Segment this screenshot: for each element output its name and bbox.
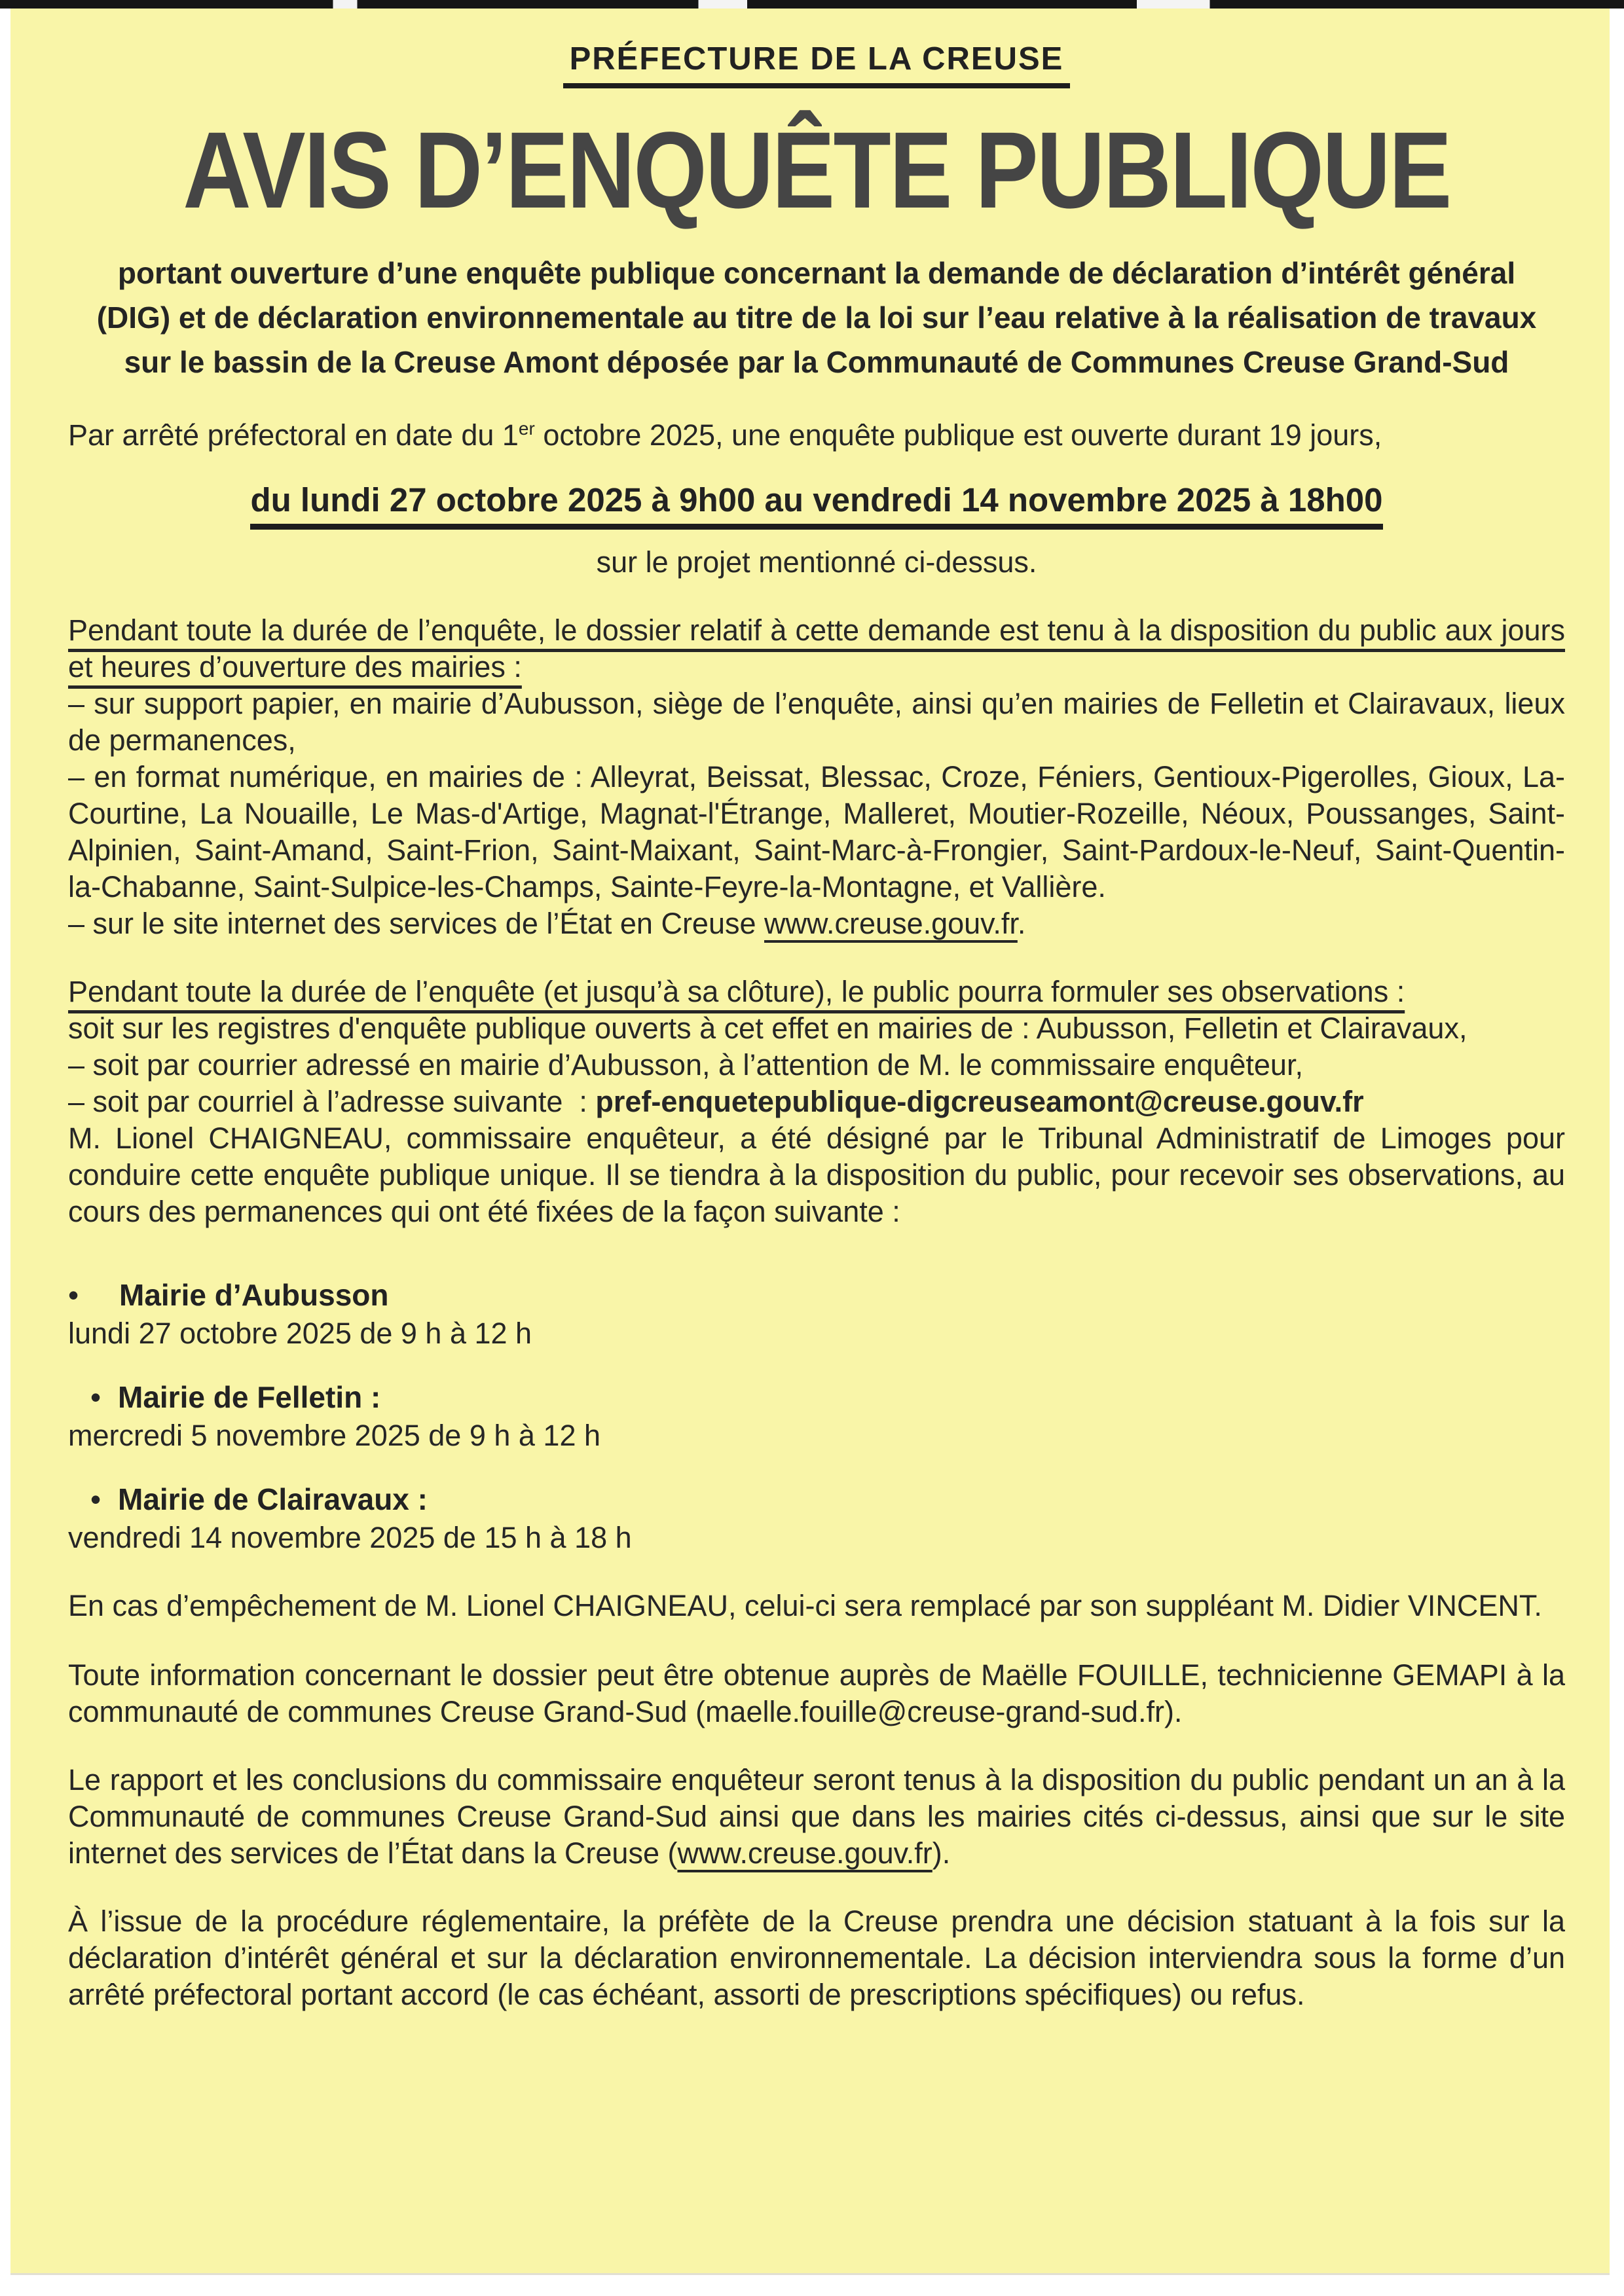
dossier-availability-section xyxy=(68,612,1565,942)
notice-paper xyxy=(10,9,1610,2273)
enquiry-period: du lundi 27 octobre 2025 à 9h00 au vendredi 14 novembre 2025 à 18h00 xyxy=(250,481,1382,530)
enquiry-period-row xyxy=(68,481,1565,530)
session-aubusson xyxy=(68,1276,1565,1314)
decision-paragraph: À l’issue de la procédure réglementaire, la préfète de la Creuse prendra une décision statuant à la fois sur la déclaration d’intérêt général et sur la déclaration environnementale. La décision interviendra sous la forme d’un arrêté préfectoral portant accord (le cas échéant, assorti de prescriptions spécifiques) ou refus. xyxy=(68,1904,1565,2011)
session-clairavaux xyxy=(68,1480,1565,1518)
arrete-text-suffix: octobre 2025, une enquête publique est ouverte durant 19 jours, xyxy=(534,418,1382,452)
report-paragraph xyxy=(68,1762,1565,1872)
notice-subtitle-line-1: portant ouverture d’une enquête publique concernant la demande de déclaration d’intérêt général xyxy=(117,256,1516,290)
arrete-paragraph xyxy=(68,417,1565,454)
session-place-clairavaux: Mairie de Clairavaux : xyxy=(118,1482,428,1516)
availability-item-digital: – en format numérique, en mairies de : Alleyrat, Beissat, Blessac, Croze, Féniers, Gentioux-Pigerolles, Gioux, La-Courtine, La Nouaille, Le Mas-d'Artige, Magnat-l'Étrange, Malleret, Moutier-Rozeille, Néoux, Poussanges, Saint-Alpinien, Saint-Amand, Saint-Frion, Saint-Maixant, Saint-Marc-à-Frongier, Saint-Pardoux-le-Neuf, Saint-Quentin-la-Chabanne, Saint-Sulpice-les-Champs, Sainte-Feyre-la-Montagne, et Vallière. xyxy=(68,760,1565,903)
notice-content xyxy=(10,9,1610,2013)
enquiry-email-address[interactable]: pref-enquetepublique-digcreuseamont@creuse.gouv.fr xyxy=(595,1085,1364,1118)
session-date-aubusson: lundi 27 octobre 2025 de 9 h à 12 h xyxy=(68,1317,532,1350)
session-place-felletin: Mairie de Felletin : xyxy=(118,1380,381,1414)
scan-artifact-bar xyxy=(0,0,1624,9)
notice-subtitle xyxy=(68,251,1565,384)
report-text-suffix: ). xyxy=(932,1836,951,1870)
session-felletin xyxy=(68,1378,1565,1416)
notice-title: AVIS D’ENQUÊTE PUBLIQUE xyxy=(183,110,1450,231)
notice-subtitle-line-3: sur le bassin de la Creuse Amont déposée par la Communauté de Communes Creuse Grand-Sud xyxy=(124,345,1509,379)
report-text-prefix: Le rapport et les conclusions du commissaire enquêteur seront tenus à la disposition du public pendant un an à la Communauté de communes Creuse Grand-Sud ainsi que dans les mairies cités ci-dessus, ainsi que sur le site internet des services de l’État dans la Creuse ( xyxy=(68,1763,1565,1870)
session-date-clairavaux: vendredi 14 novembre 2025 de 15 h à 18 h xyxy=(68,1521,632,1554)
arrete-text-prefix: Par arrêté préfectoral en date du 1 xyxy=(68,418,519,452)
observations-heading: Pendant toute la durée de l’enquête (et jusqu’à sa clôture), le public pourra formuler ses observations : xyxy=(68,975,1405,1008)
website-item-period: . xyxy=(1017,907,1026,940)
observations-item-registers: soit sur les registres d'enquête publique ouverts à cet effet en mairies de : Aubusson, Felletin et Clairavaux, xyxy=(68,1011,1467,1045)
email-item-text: – soit par courriel à l’adresse suivante : xyxy=(68,1085,596,1118)
bullet-icon: • xyxy=(68,1278,79,1312)
prefecture-heading-row xyxy=(68,41,1565,88)
prefecture-heading: PRÉFECTURE DE LA CREUSE xyxy=(563,41,1071,88)
availability-item-paper: – sur support papier, en mairie d’Aubusson, siège de l’enquête, ainsi qu’en mairies de Felletin et Clairavaux, lieux de permanences, xyxy=(68,687,1565,757)
bullet-icon: • xyxy=(90,1380,101,1414)
contact-paragraph: Toute information concernant le dossier peut être obtenue auprès de Maëlle FOUILLE, technicienne GEMAPI à la communauté de communes Creuse Grand-Sud (maelle.fouille@creuse-grand-sud.fr). xyxy=(68,1658,1565,1728)
session-place-aubusson: Mairie d’Aubusson xyxy=(119,1278,389,1312)
observations-item-courrier: – soit par courrier adressé en mairie d’Aubusson, à l’attention de M. le commissaire enquêteur, xyxy=(68,1048,1303,1082)
bullet-icon: • xyxy=(90,1482,101,1516)
website-item-text: – sur le site internet des services de l’État en Creuse xyxy=(68,907,765,940)
commissioner-paragraph: M. Lionel CHAIGNEAU, commissaire enquêteur, a été désigné par le Tribunal Administratif de Limoges pour conduire cette enquête publique unique. Il se tiendra à la disposition du public, pour recevoir ses observations, au cours des permanences qui ont été fixées de la façon suivante : xyxy=(68,1121,1565,1228)
creuse-gouv-link[interactable]: www.creuse.gouv.fr xyxy=(764,907,1018,940)
substitute-paragraph: En cas d’empêchement de M. Lionel CHAIGNEAU, celui-ci sera remplacé par son suppléant M. Didier VINCENT. xyxy=(68,1589,1542,1622)
availability-heading: Pendant toute la durée de l’enquête, le dossier relatif à cette demande est tenu à la disposition du public aux jours et heures d’ouverture des mairies : xyxy=(68,613,1565,683)
availability-item-website xyxy=(68,905,1565,942)
observations-section xyxy=(68,974,1565,1120)
notice-subtitle-line-2: (DIG) et de déclaration environnementale au titre de la loi sur l’eau relative à la réalisation de travaux xyxy=(96,301,1537,335)
observations-item-email xyxy=(68,1084,1565,1120)
ordinal-superscript: er xyxy=(518,418,535,439)
session-date-felletin: mercredi 5 novembre 2025 de 9 h à 12 h xyxy=(68,1419,601,1452)
project-reference-line: sur le projet mentionné ci-dessus. xyxy=(596,545,1037,579)
creuse-gouv-link[interactable]: www.creuse.gouv.fr xyxy=(677,1836,932,1870)
